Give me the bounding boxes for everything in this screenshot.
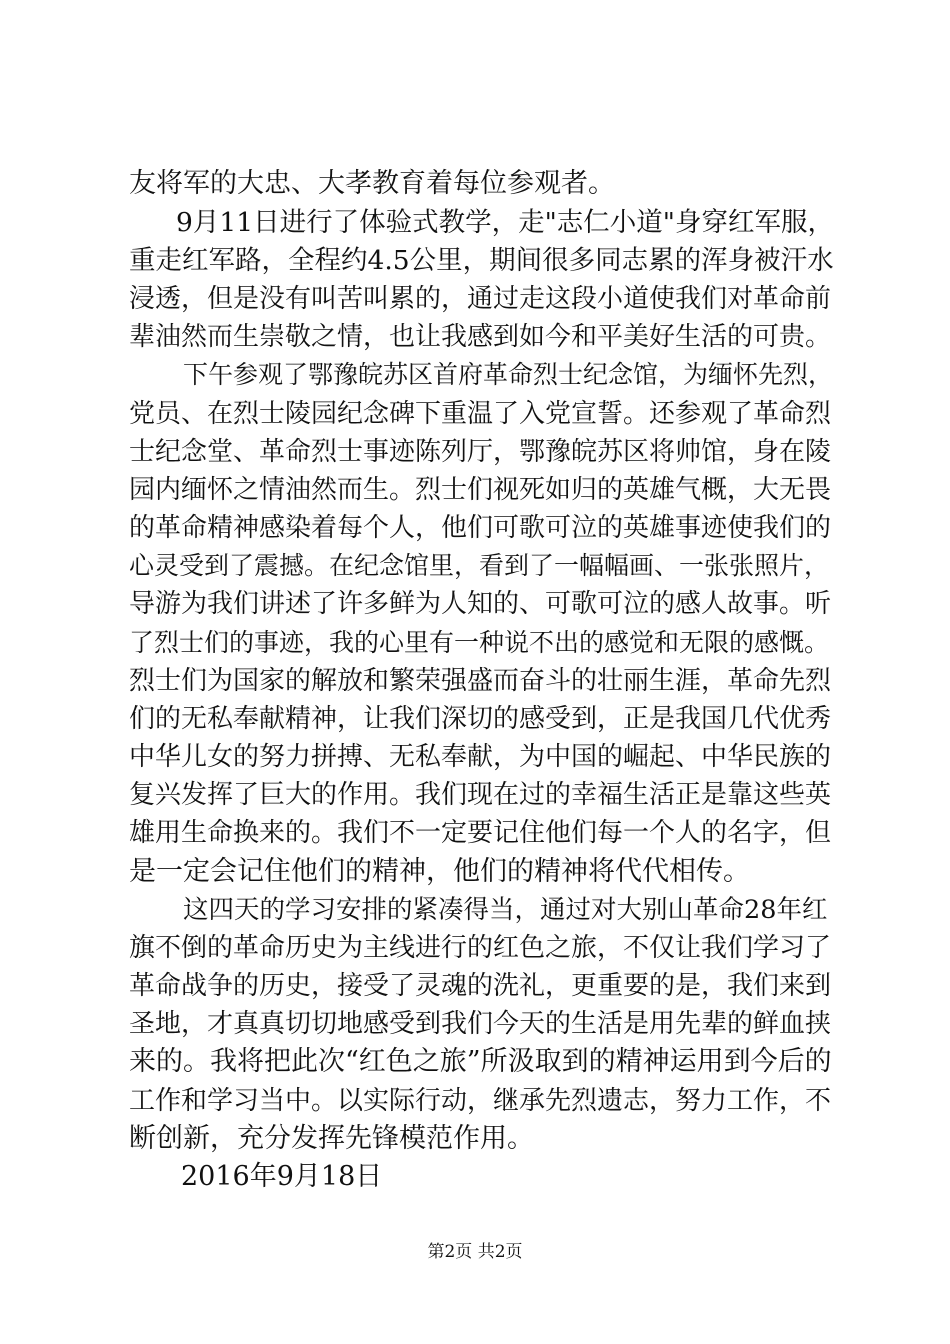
text-line: 革命战争的历史，接受了灵魂的洗礼，更重要的是，我们来到	[129, 971, 832, 1001]
text-line: 复兴发挥了巨大的作用。我们现在过的幸福生活正是靠这些英	[129, 780, 832, 810]
text-line: 的革命精神感染着每个人，他们可歌可泣的英雄事迹使我们的	[129, 513, 832, 543]
text-line: 士纪念堂、革命烈士事迹陈列厅，鄂豫皖苏区将帅馆，身在陵	[129, 437, 832, 467]
text-line: 们的无私奉献精神，让我们深切的感受到，正是我国几代优秀	[129, 704, 832, 734]
text-line: 来的。我将把此次“红色之旅”所汲取到的精神运用到今后的	[129, 1046, 832, 1077]
text-line: 是一定会记住他们的精神，他们的精神将代代相传。	[129, 856, 750, 887]
text-line: 了烈士们的事迹，我的心里有一种说不出的感觉和无限的感慨。	[129, 628, 830, 657]
text-line: 工作和学习当中。以实际行动，继承先烈遗志，努力工作，不	[129, 1086, 832, 1116]
text-line: 园内缅怀之情油然而生。烈士们视死如归的英雄气概，大无畏	[129, 475, 832, 505]
text-line: 9月11日进行了体验式教学，走"志仁小道"身穿红军服，	[176, 207, 834, 238]
text-line: 重走红军路，全程约4.5公里，期间很多同志累的浑身被汗水	[129, 245, 834, 276]
text-line: 这四天的学习安排的紧凑得当，通过对大别山革命28年红	[183, 895, 828, 925]
text-line: 下午参观了鄂豫皖苏区首府革命烈士纪念馆，为缅怀先烈，	[183, 360, 834, 389]
text-line: 雄用生命换来的。我们不一定要记住他们每一个人的名字，但	[129, 818, 832, 848]
text-line: 浸透，但是没有叫苦叫累的，通过走这段小道使我们对革命前	[129, 284, 832, 314]
text-line: 断创新，充分发挥先锋模范作用。	[129, 1123, 534, 1154]
text-line: 友将军的大忠、大孝教育着每位参观者。	[129, 168, 615, 199]
text-line: 党员、在烈士陵园纪念碑下重温了入党宣誓。还参观了革命烈	[129, 399, 832, 429]
date-line: 2016年9月18日	[181, 1161, 383, 1192]
text-line: 烈士们为国家的解放和繁荣强盛而奋斗的壮丽生涯，革命先烈	[129, 666, 832, 696]
text-line: 心灵受到了震撼。在纪念馆里，看到了一幅幅画、一张张照片，	[129, 551, 830, 580]
text-line: 旗不倒的革命历史为主线进行的红色之旅，不仅让我们学习了	[129, 933, 832, 963]
text-line: 辈油然而生崇敬之情，也让我感到如今和平美好生活的可贵。	[129, 322, 832, 352]
text-line: 圣地，才真真切切地感受到我们今天的生活是用先辈的鲜血挟	[129, 1009, 832, 1039]
text-line: 中华儿女的努力拼搏、无私奉献，为中国的崛起、中华民族的	[129, 742, 832, 772]
text-line: 导游为我们讲述了许多鲜为人知的、可歌可泣的感人故事。听	[129, 589, 832, 619]
page-footer: 第2页 共2页	[427, 1242, 523, 1262]
